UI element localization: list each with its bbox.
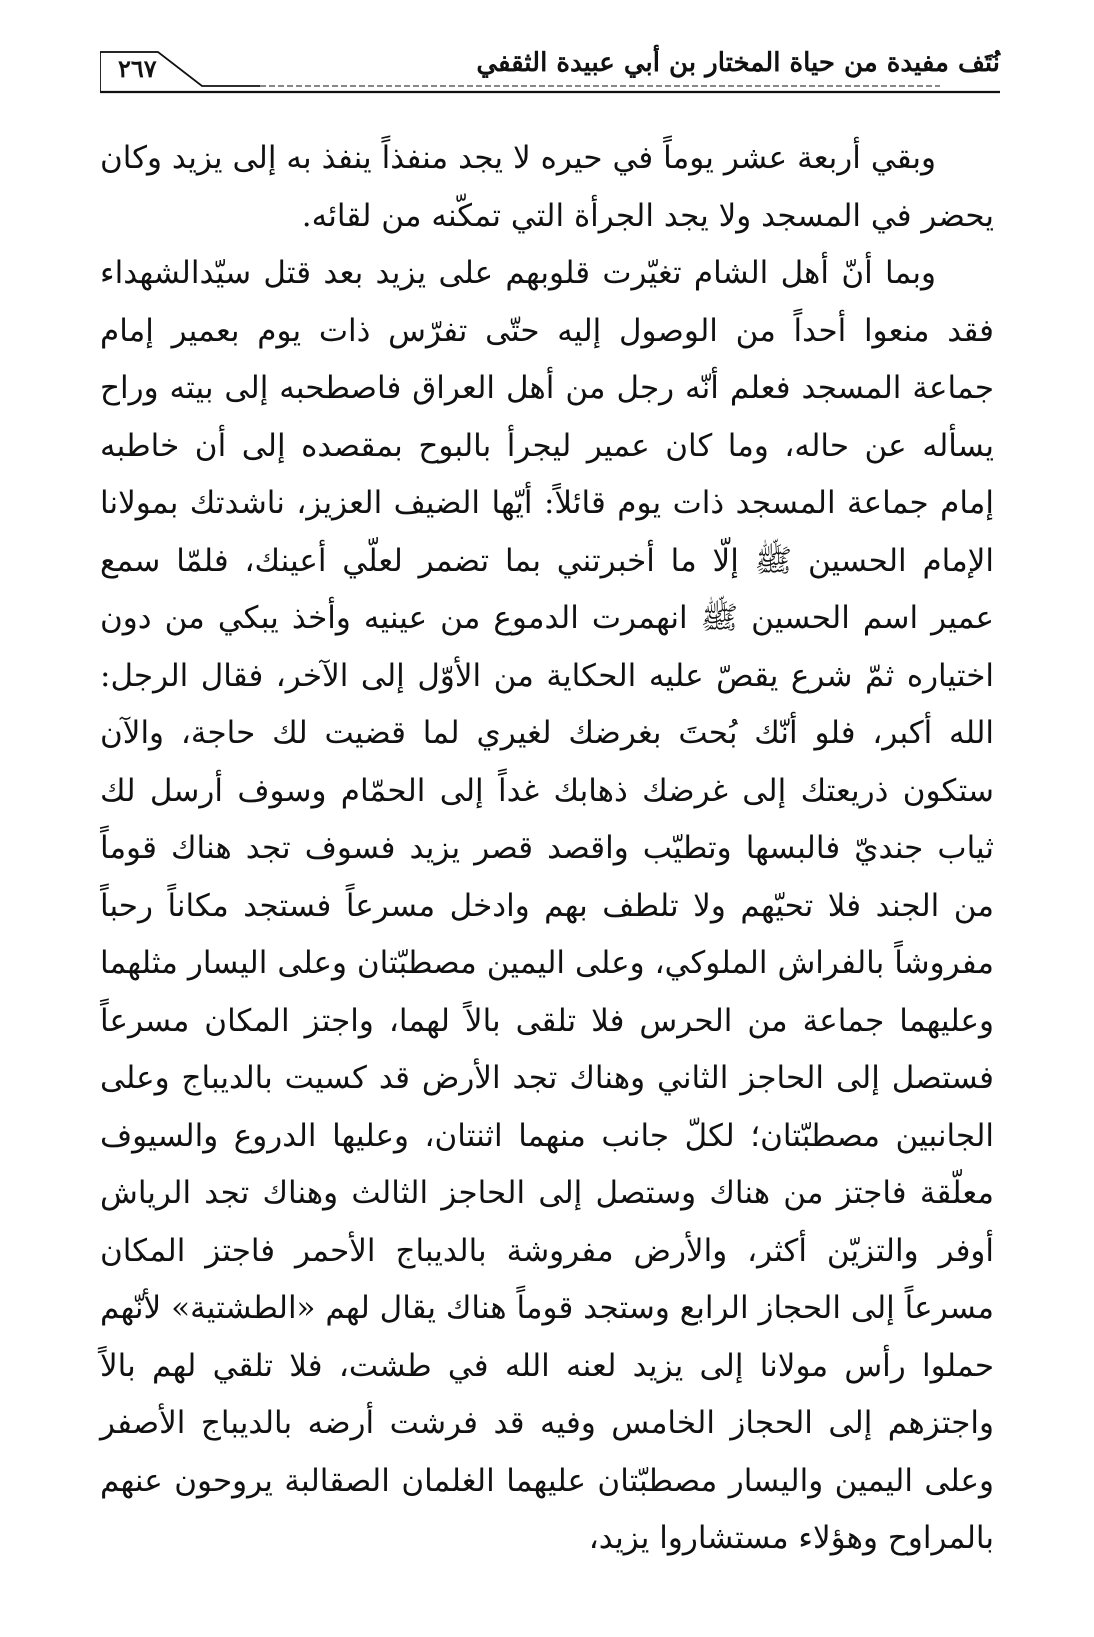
paragraph: وبما أنّ أهل الشام تغيّرت قلوبهم على يزيد بعد قتل سيّدالشهداء فقد منعوا أحداً من الوصول إليه حتّى تفرّس ذات يوم بعمير إمام جماعة المسجد فعلم أنّه رجل من أهل العراق فاصطحبه إلى بيته وراح يسأله عن حاله، وما كان عمير ليجرأ بالبوح بمقصده إلى أن خاطبه إمام جماعة المسجد ذات يوم قائلاً: أيّها الضيف العزيز، ناشدتك بمولانا الإمام الحسين ﷺ إلّا ما أخبرتني بما تضمر لعلّي أعينك، فلمّا سمع عمير اسم الحسين ﷺ انهمرت الدموع من عينيه وأخذ يبكي من دون اختياره ثمّ شرع يقصّ عليه الحكاية من الأوّل إلى الآخر، فقال الرجل: الله أكبر، فلو أنّك بُحتَ بغرضك لغيري لما قضيت لك حاجة، والآن ستكون ذريعتك إلى غرضك ذهابك غداً إلى الحمّام وسوف أرسل لك ثياب جنديّ فالبسها وتطيّب واقصد قصر يزيد فسوف تجد هناك قوماً من الجند فلا تحيّهم ولا تلطف بهم وادخل مسرعاً فستجد مكاناً رحباً مفروشاً بالفراش الملوكي، وعلى اليمين مصطبّتان وعلى اليسار مثلهما وعليهما جماعة من الحرس فلا تلقى بالاً لهما، واجتز المكان مسرعاً فستصل إلى الحاجز الثاني وهناك تجد الأرض قد كسيت بالديباج وعلى الجانبين مصطبّتان؛ لكلّ جانب منهما اثنتان، وعليها الدروع والسيوف معلّقة فاجتز من هناك وستصل إلى الحاجز الثالث وهناك تجد الرياش أوفر والتزيّن أكثر، والأرض مفروشة بالديباج الأحمر فاجتز المكان مسرعاً إلى الحجاز الرابع وستجد قوماً هناك يقال لهم «الطشتية» لأنّهم حملوا رأس مولانا إلى يزيد لعنه الله في طشت، فلا تلقي لهم بالاً واجتزهم إلى الحجاز الخامس وفيه قد فرشت أرضه بالديباج الأصفر وعلى اليمين واليسار مصطبّتان عليهما الغلمان الصقالبة يروحون عنهم بالمراوح وهؤلاء مستشاروا يزيد،	[100, 255, 994, 1556]
paragraph: وبقي أربعة عشر يوماً في حيره لا يجد منفذاً ينفذ به إلى يزيد وكان يحضر في المسجد ولا يجد الجرأة التي تمكّنه من لقائه.	[100, 140, 994, 234]
running-header	[100, 40, 1000, 100]
body-text	[100, 130, 994, 1568]
running-title: نُتَف مفيدة من حياة المختار بن أبي عبيدة الثقفي	[476, 48, 1000, 78]
page-number: ٢٦٧	[118, 54, 157, 83]
